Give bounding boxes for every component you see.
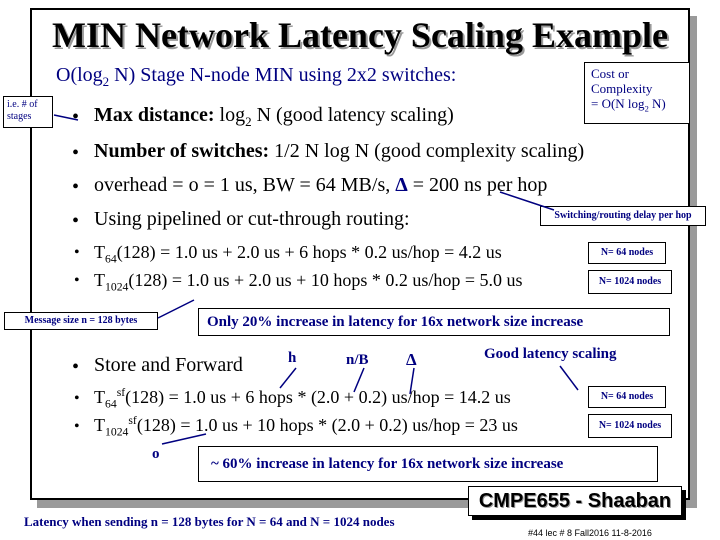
increase-box-20 <box>198 308 670 336</box>
eq4-rest: (128) = 1.0 us + 10 hops * (2.0 + 0.2) us/hop = 23 us <box>136 415 518 435</box>
stages-note-box <box>3 96 53 128</box>
eq1-rest: (128) = 1.0 us + 2.0 us + 6 hops * 0.2 us/hop = 4.2 us <box>116 242 502 262</box>
n1024-sf-text: N= 1024 nodes <box>598 420 662 431</box>
bullet-dot: • <box>74 418 80 435</box>
bullet-number-switches <box>94 140 584 163</box>
eq2-T: T <box>94 270 105 290</box>
n64-box <box>588 242 666 264</box>
number-switches-text: 1/2 N log N (good complexity scaling) <box>269 140 585 162</box>
eq4-sup: sf <box>128 414 137 427</box>
eq3-sub: 64 <box>105 397 117 411</box>
cost-line2: Complexity <box>591 81 653 96</box>
increase-20-text: Only 20% increase in latency for 16x network size increase <box>207 314 584 330</box>
eq4-sub: 1024 <box>105 425 129 439</box>
bullet-dot: • <box>74 244 80 261</box>
n64-sf-text: N= 64 nodes <box>600 391 654 402</box>
delay-box <box>540 206 706 226</box>
message-arrow <box>156 296 200 326</box>
equation-t64 <box>94 242 502 266</box>
stages-note-text: i.e. # of stages <box>7 99 38 122</box>
equation-t64-sf <box>94 386 511 411</box>
message-size-box <box>4 312 158 330</box>
course-text: CMPE655 - Shaaban <box>478 490 672 512</box>
course-box <box>468 486 682 516</box>
slide-info: #44 lec # 8 Fall2016 11-8-2016 <box>528 528 652 538</box>
equation-t1024 <box>94 270 523 294</box>
n64-text: N= 64 nodes <box>600 247 654 258</box>
bullet-dot: • <box>74 390 80 407</box>
message-size-text: Message size n = 128 bytes <box>24 315 138 326</box>
n1024-box <box>588 270 672 294</box>
increase-box-60 <box>198 446 658 482</box>
subtitle-sub: 2 <box>102 74 110 89</box>
eq3-T: T <box>94 387 105 407</box>
eq2-sub: 1024 <box>105 280 129 294</box>
o-label: o <box>152 446 160 462</box>
bullet-dot: • <box>72 142 80 164</box>
eq1-T: T <box>94 242 105 262</box>
eq3-sup: sf <box>116 386 126 399</box>
bullet-dot: • <box>72 356 80 378</box>
overhead-post: = 200 ns per hop <box>407 174 548 196</box>
bullet-pipelined: Using pipelined or cut-through routing: <box>94 208 410 230</box>
subtitle-pre: O(log <box>56 64 103 86</box>
delay-box-text: Switching/routing delay per hop <box>554 210 692 221</box>
overhead-pre: overhead = o = 1 us, BW = 64 MB/s, <box>94 174 396 196</box>
sf-delta-label: Δ <box>406 350 417 369</box>
eq1-sub: 64 <box>105 252 117 266</box>
max-distance-pre: log <box>214 104 246 126</box>
delta-symbol: Δ <box>395 174 408 196</box>
eq2-rest: (128) = 1.0 us + 2.0 us + 10 hops * 0.2 us/hop = 5.0 us <box>128 270 523 290</box>
cost-line3-post: N) <box>648 96 666 111</box>
max-distance-label: Max distance: <box>94 104 215 126</box>
n1024-box-sf <box>588 414 672 438</box>
number-switches-label: Number of switches: <box>94 140 270 162</box>
subtitle-post: N) Stage N-node MIN using 2x2 switches: <box>109 64 457 86</box>
max-distance-post: N (good latency scaling) <box>251 104 454 126</box>
bullet-dot: • <box>72 210 80 232</box>
n64-box-sf <box>588 386 666 408</box>
slide-title: MIN Network Latency Scaling Example <box>52 15 668 55</box>
store-forward-label: Store and Forward <box>94 354 243 376</box>
delay-arrow <box>460 186 560 216</box>
footer-caption: Latency when sending n = 128 bytes for N = 64 and N = 1024 nodes <box>24 514 395 529</box>
max-distance-sub: 2 <box>245 114 252 129</box>
cost-line3-pre: = O(N log <box>591 96 645 111</box>
cost-line3 <box>591 96 683 117</box>
cost-line1: Cost or <box>591 66 629 81</box>
good-latency-label: Good latency scaling <box>484 346 617 362</box>
subtitle <box>56 64 456 90</box>
sf-nb-label: n/B <box>346 352 369 368</box>
eq4-T: T <box>94 415 105 435</box>
bullet-dot: • <box>72 176 80 198</box>
bullet-max-distance <box>94 104 454 130</box>
cost-box <box>584 62 690 124</box>
n1024-text: N= 1024 nodes <box>598 276 662 287</box>
sf-h-label: h <box>288 350 297 366</box>
increase-60-text: ~ 60% increase in latency for 16x network size increase <box>211 456 564 472</box>
bullet-dot: • <box>72 106 80 128</box>
eq3-rest: (128) = 1.0 us + 6 hops * (2.0 + 0.2) us/hop = 14.2 us <box>125 387 511 407</box>
bullet-dot: • <box>74 272 80 289</box>
cost-line3-sub: 2 <box>644 103 649 114</box>
